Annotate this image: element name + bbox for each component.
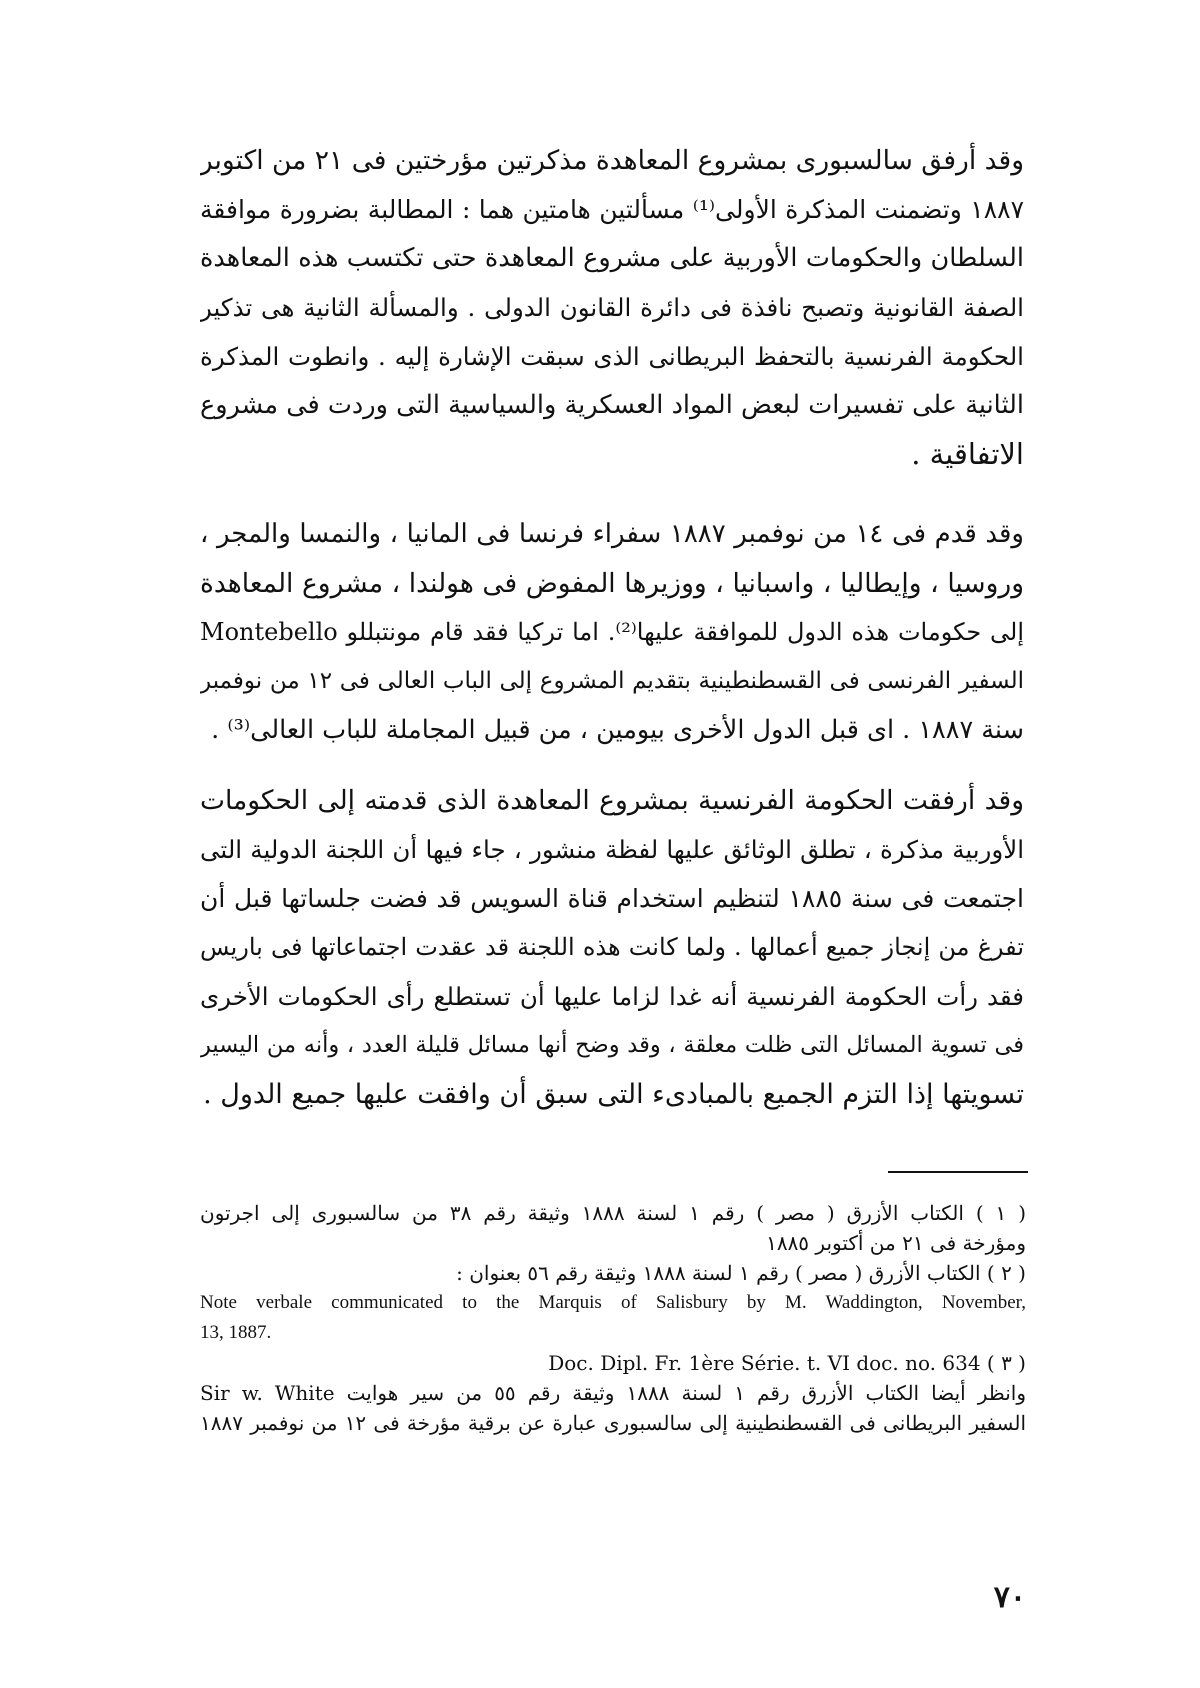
paragraph-line: سنة ١٨٨٧ . اى قبل الدول الأخرى بيومين ، من قبيل المجاملة للباب العالى⁽³⁾ .: [211, 715, 1024, 745]
paragraph-line: وقد أرفقت الحكومة الفرنسية بمشروع المعاهدة الذى قدمته إلى الحكومات: [200, 785, 1024, 816]
paragraph-line: وروسيا ، وإيطاليا ، واسبانيا ، ووزيرها المفوض فى هولندا ، مشروع المعاهدة: [200, 568, 1024, 599]
paragraph-line: فقد رأت الحكومة الفرنسية أنه غدا لزاما عليها أن تستطلع رأى الحكومات الأخرى: [200, 982, 1024, 1011]
page-number: ٧٠: [993, 1580, 1026, 1615]
paragraph-line: الصفة القانونية وتصبح نافذة فى دائرة القانون الدولى . والمسألة الثانية هى تذكير: [200, 293, 1024, 322]
paragraph-line: الحكومة الفرنسية بالتحفظ البريطانى الذى سبقت الإشارة إليه . وانطوت المذكرة: [200, 342, 1024, 371]
paragraph-line: الأوربية مذكرة ، تطلق الوثائق عليها لفظة منشور ، جاء فيها أن اللجنة الدولية التى: [200, 835, 1024, 864]
footnote-line: ( ٣ ) Doc. Dipl. Fr. 1ère Série. t. VI doc. no. 634: [548, 1351, 1026, 1375]
footnote-line: السفير البريطانى فى القسطنطينية إلى سالسبورى عبارة عن برقية مؤرخة فى ١٢ من نوفمبر ١٨٨٧: [200, 1411, 1026, 1435]
paragraph-1: [200, 136, 1024, 479]
paragraph-line: تسويتها إذا التزم الجميع بالمبادىء التى سبق أن وافقت عليها جميع الدول .: [203, 1079, 1024, 1110]
footnote-line: ( ١ ) الكتاب الأزرق ( مصر ) رقم ١ لسنة ١٨٨٨ وثيقة رقم ٣٨ من سالسبورى إلى اجرتون: [200, 1201, 1026, 1225]
paragraph-2: [200, 510, 1024, 755]
paragraph-line: السلطان والحكومات الأوربية على مشروع المعاهدة حتى تكتسب هذه المعاهدة: [200, 243, 1024, 273]
paragraph-line: فى تسوية المسائل التى ظلت معلقة ، وقد وضح أنها مسائل قليلة العدد ، وأنه من اليسير: [200, 1032, 1024, 1058]
paragraph-3: [200, 776, 1024, 1119]
paragraph-line: وقد أرفق سالسبورى بمشروع المعاهدة مذكرتين مؤرختين فى ٢١ من اكتوبر: [200, 145, 1024, 176]
footnote-line: ( ٢ ) الكتاب الأزرق ( مصر ) رقم ١ لسنة ١٨٨٨ وثيقة رقم ٥٦ بعنوان :: [456, 1261, 1026, 1285]
footnote-separator: [888, 1171, 1028, 1173]
paragraph-line: وقد قدم فى ١٤ من نوفمبر ١٨٨٧ سفراء فرنسا فى المانيا ، والنمسا والمجر ،: [200, 519, 1024, 549]
footnote-line: Note verbale communicated to the Marquis of Salisbury by M. Waddington, November,: [200, 1292, 1026, 1313]
footnote-line: ومؤرخة فى ٢١ من أكتوبر ١٨٨٥: [766, 1231, 1026, 1255]
footnotes: [200, 1198, 1026, 1438]
paragraph-line: إلى حكومات هذه الدول للموافقة عليها⁽²⁾. اما تركيا فقد قام مونتبللو Montebello: [200, 618, 1024, 646]
paragraph-line: السفير الفرنسى فى القسطنطينية بتقديم المشروع إلى الباب العالى فى ١٢ من نوفمبر: [200, 668, 1024, 694]
footnote-line: وانظر أيضا الكتاب الأزرق رقم ١ لسنة ١٨٨٨ وثيقة رقم ٥٥ من سير هوايت Sir w. White: [200, 1381, 1026, 1405]
paragraph-line: تفرغ من إنجاز جميع أعمالها . ولما كانت هذه اللجنة قد عقدت اجتماعاتها فى باريس: [200, 933, 1024, 961]
footnote-line: 13, 1887.: [200, 1322, 272, 1343]
paragraph-line: اجتمعت فى سنة ١٨٨٥ لتنظيم استخدام قناة السويس قد فضت جلساتها قبل أن: [200, 884, 1024, 913]
paragraph-line: الاتفاقية .: [911, 437, 1024, 471]
paragraph-line: الثانية على تفسيرات لبعض المواد العسكرية والسياسية التى وردت فى مشروع: [200, 390, 1024, 420]
paragraph-line: ١٨٨٧ وتضمنت المذكرة الأولى⁽¹⁾ مسألتين هامتين هما : المطالبة بضرورة موافقة: [200, 195, 1024, 224]
